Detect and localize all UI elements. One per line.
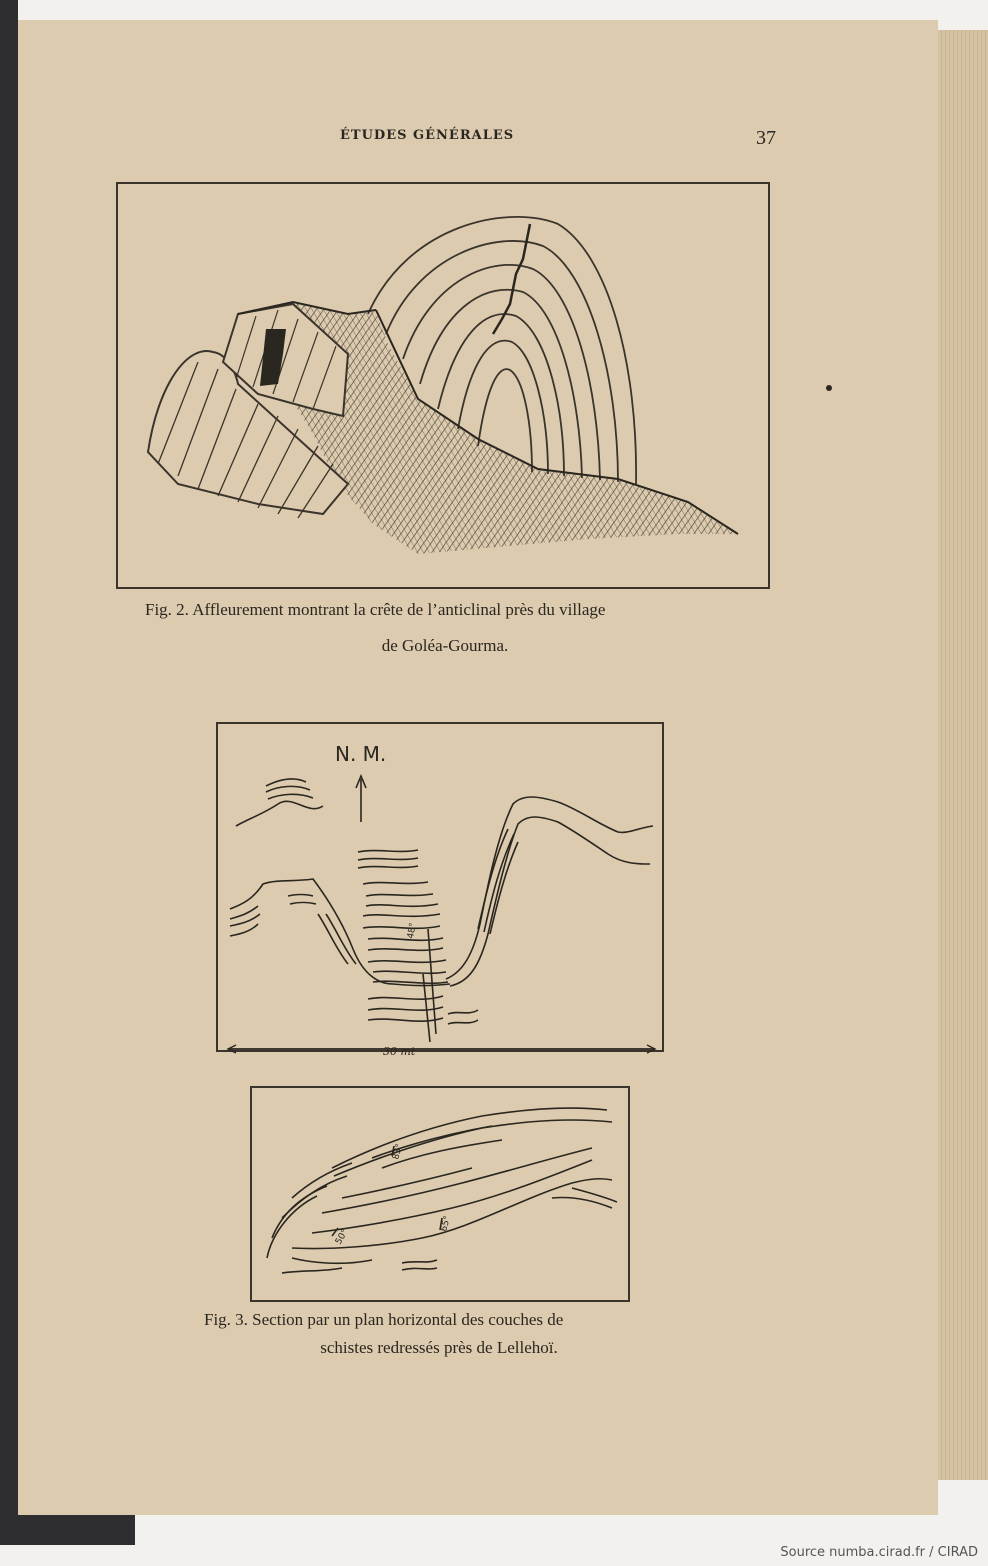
running-title: ÉTUDES GÉNÉRALES: [340, 128, 515, 143]
source-credit: Source numba.cirad.fr / CIRAD: [780, 1545, 978, 1560]
figure-3-caption-line1: Fig. 3. Section par un plan horizontal des couches de: [204, 1310, 564, 1329]
figure-2-frame: [116, 182, 770, 589]
north-label: N. M.: [335, 742, 387, 766]
page-stack-edge: [930, 30, 988, 1480]
figure-2-caption-line2: de Goléa-Gourma.: [381, 636, 509, 655]
svg-text:48°: 48°: [406, 922, 419, 940]
ink-speck: [826, 385, 832, 391]
scale-label: 30 mt: [383, 1045, 416, 1058]
dip-label-1: 83°: [391, 1142, 406, 1161]
page-number: 37: [756, 127, 776, 149]
figure-3-section-drawing: [252, 1088, 628, 1300]
figure-3-map-drawing: [218, 724, 662, 1050]
figure-2-caption-line1: Fig. 2. Affleurement montrant la crête de l’anticlinal près du village: [145, 600, 606, 619]
figure-3-section-frame: [250, 1086, 630, 1302]
figure-3-caption-line2: schistes redressés près de Lellehoï.: [320, 1338, 558, 1357]
figure-2-drawing: [118, 184, 768, 587]
figure-3-map-frame: [216, 722, 664, 1052]
dip-label-3: 50°: [333, 1227, 351, 1247]
dip-label-2: 65°: [439, 1214, 454, 1233]
scanner-shadow-left: [0, 0, 18, 1540]
